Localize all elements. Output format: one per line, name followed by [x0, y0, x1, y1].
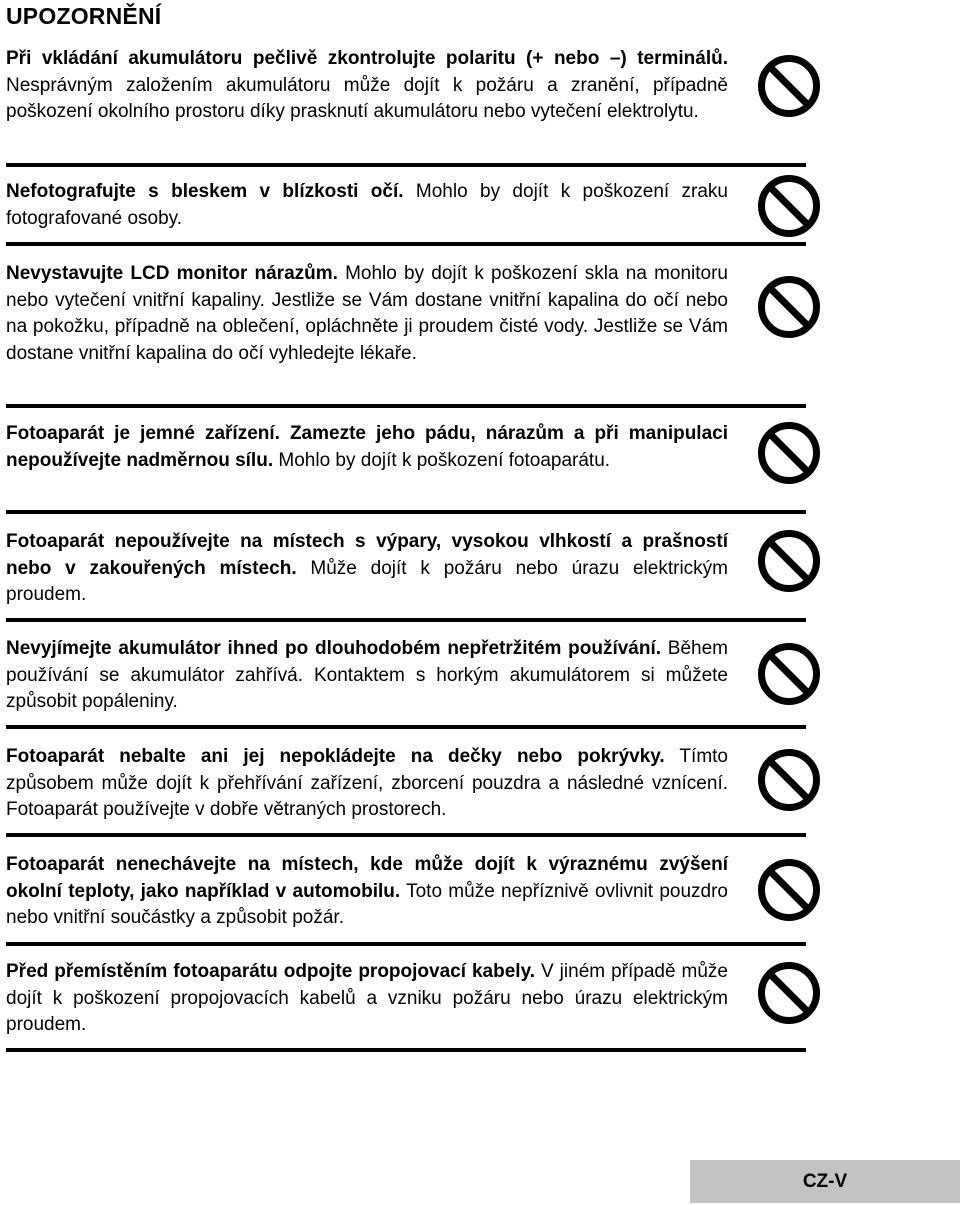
section-divider	[6, 242, 806, 246]
warning-text	[6, 744, 728, 824]
warning-detail: Tímto způsobem může dojít k přehřívání zařízení, zborcení pouzdra a následné vznícení. Fotoaparát používejte v dobře větraných prostorech.	[6, 746, 728, 820]
section-divider	[6, 510, 806, 514]
warning-text	[6, 421, 728, 474]
prohibition-sign-icon	[757, 54, 821, 118]
warning-emphasis: Nevystavujte LCD monitor nárazům.	[6, 263, 338, 284]
warning-detail: Nesprávným založením akumulátoru může dojít k požáru a zranění, případně poškození okolního prostoru díky prasknutí akumulátoru nebo vytečení elektrolytu.	[6, 74, 728, 122]
page-title: UPOZORNĚNÍ	[6, 3, 162, 29]
warning-emphasis: Fotoaparát je jemné zařízení. Zamezte jeho pádu, nárazům a při manipulaci nepoužívejte nadměrnou sílu.	[6, 423, 728, 471]
warning-detail: V jiném případě může dojít k poškození propojovacích kabelů a vzniku požáru nebo úrazu elektrickým proudem.	[6, 961, 728, 1035]
warning-text	[6, 179, 728, 232]
section-divider	[6, 163, 806, 167]
prohibition-sign-icon	[757, 748, 821, 812]
warning-detail: Mohlo by dojít k poškození skla na monitoru nebo vytečení vnitřní kapaliny. Jestliže se Vám dostane vnitřní kapalina do očí nebo na pokožku, případně na oblečení, opláchněte ji proudem čisté vody. Jestliže se Vám dostane vnitřní kapalina do očí vyhledejte lékaře.	[6, 263, 728, 364]
warning-emphasis: Fotoaparát nepoužívejte na místech s výpary, vysokou vlhkostí a prašností nebo v zakouřených místech.	[6, 531, 728, 579]
warning-detail: Mohlo by dojít k poškození fotoaparátu.	[273, 449, 611, 471]
warning-emphasis: Fotoaparát nebalte ani jej nepokládejte na dečky nebo pokrývky.	[6, 746, 665, 767]
prohibition-sign-icon	[757, 642, 821, 706]
warning-emphasis: Před přemístěním fotoaparátu odpojte propojovací kabely.	[6, 961, 536, 982]
section-divider	[6, 618, 806, 622]
prohibition-sign-icon	[757, 421, 821, 485]
warning-emphasis: Nevyjímejte akumulátor ihned po dlouhodobém nepřetržitém používání.	[6, 638, 662, 659]
section-divider	[6, 1048, 806, 1052]
section-divider	[6, 404, 806, 408]
prohibition-sign-icon	[757, 275, 821, 339]
prohibition-sign-icon	[757, 529, 821, 593]
warning-detail: Mohlo by dojít k poškození zraku fotografované osoby.	[6, 181, 728, 229]
section-divider	[6, 942, 806, 946]
warning-text	[6, 46, 728, 126]
warning-text	[6, 636, 728, 716]
page-label: CZ-V	[690, 1160, 960, 1203]
warning-emphasis: Fotoaparát nenechávejte na místech, kde může dojít k výraznému zvýšení okolní teploty, jako například v automobilu.	[6, 854, 728, 902]
warning-emphasis: Nefotografujte s bleskem v blízkosti očí.	[6, 181, 404, 202]
section-divider	[6, 725, 806, 729]
warning-text	[6, 959, 728, 1039]
prohibition-sign-icon	[757, 858, 821, 922]
warning-detail: Může dojít k požáru nebo úrazu elektrickým proudem.	[6, 557, 728, 605]
section-divider	[6, 833, 806, 837]
warning-emphasis: Při vkládání akumulátoru pečlivě zkontrolujte polaritu (+ nebo –) terminálů.	[6, 48, 728, 69]
warning-text	[6, 852, 728, 932]
warning-detail: Během používání se akumulátor zahřívá. Kontaktem s horkým akumulátorem si můžete způsobit popáleniny.	[6, 638, 728, 712]
prohibition-sign-icon	[757, 961, 821, 1025]
warning-text	[6, 529, 728, 609]
prohibition-sign-icon	[757, 174, 821, 238]
warning-text	[6, 261, 728, 367]
warning-detail: Toto může nepříznivě ovlivnit pouzdro nebo vnitřní součástky a způsobit požár.	[6, 880, 728, 928]
